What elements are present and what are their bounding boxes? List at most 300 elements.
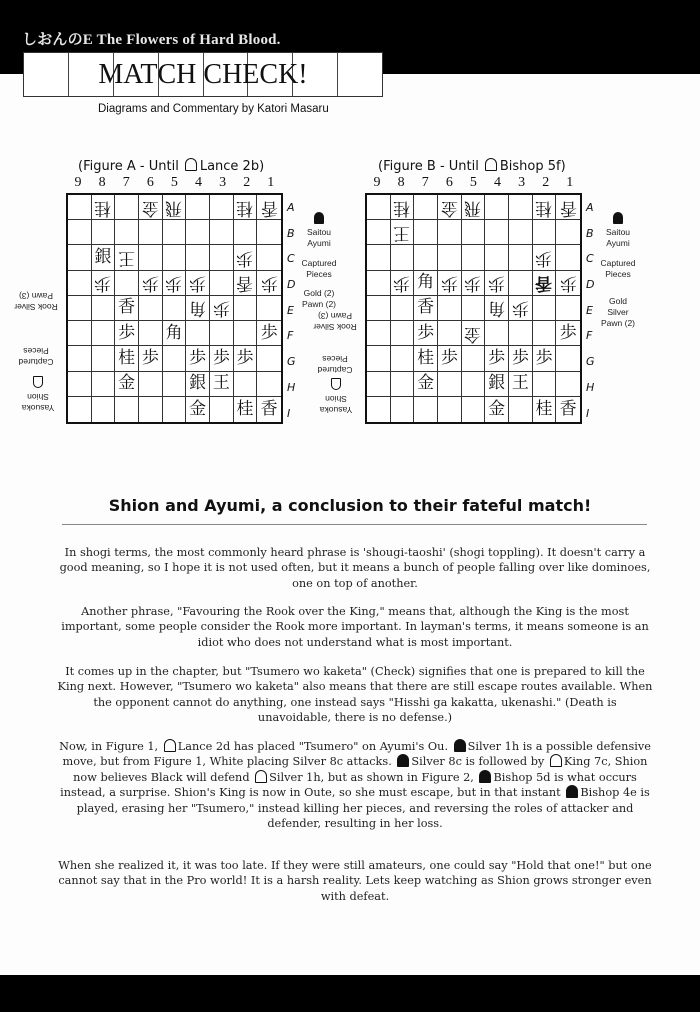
byline: Diagrams and Commentary by Katori Masaru xyxy=(98,103,329,115)
board-square-7i xyxy=(115,397,139,422)
gote-piece: 金 xyxy=(141,197,159,218)
article-headline: Shion and Ayumi, a conclusion to their fateful match! xyxy=(108,496,592,515)
board-square-9f xyxy=(367,321,391,346)
white-piece-icon xyxy=(550,754,562,767)
figure-a-bottom-captured: Rook Silver Pawn (3) xyxy=(14,291,58,312)
gote-piece: 桂 xyxy=(94,197,112,218)
sente-piece: 歩 xyxy=(559,322,577,343)
rank-label: B xyxy=(287,226,295,240)
figure-b-file-labels xyxy=(365,175,582,191)
sente-piece: 金 xyxy=(417,373,435,394)
board-square-8g xyxy=(92,346,116,371)
figure-b-bottom-captured: Rook Silver Pawn (3) xyxy=(313,311,357,332)
board-square-1g xyxy=(257,346,281,371)
board-square-8i xyxy=(391,397,415,422)
black-piece-icon xyxy=(566,785,578,798)
sente-piece: 王 xyxy=(511,373,529,394)
board-square-2e xyxy=(234,296,258,321)
board-square-5h xyxy=(163,372,187,397)
gote-piece: 角 xyxy=(189,298,207,319)
board-square-9e xyxy=(367,296,391,321)
board-square-9g xyxy=(367,346,391,371)
rank-label: A xyxy=(586,201,594,214)
sente-piece: 銀 xyxy=(189,373,207,394)
rank-label: E xyxy=(586,303,593,317)
rank-label: E xyxy=(287,303,294,317)
board-square-4e xyxy=(186,296,210,321)
board-square-5b xyxy=(462,220,486,245)
gote-piece: 王 xyxy=(393,222,411,243)
sente-piece: 歩 xyxy=(118,322,136,343)
board-square-4g xyxy=(186,346,210,371)
board-square-5h xyxy=(462,372,486,397)
board-square-1b xyxy=(556,220,580,245)
board-square-6d xyxy=(139,271,163,296)
board-square-2g xyxy=(533,346,557,371)
board-square-6d xyxy=(438,271,462,296)
figure-a-board xyxy=(66,193,283,424)
board-square-5f xyxy=(163,321,187,346)
sente-piece: 香 xyxy=(118,297,136,318)
black-piece-icon xyxy=(479,770,491,783)
board-square-6i xyxy=(438,397,462,422)
sente-piece: 歩 xyxy=(260,322,278,343)
board-square-2a xyxy=(234,195,258,220)
board-square-1a xyxy=(257,195,281,220)
board-square-1a xyxy=(556,195,580,220)
board-square-9c xyxy=(68,245,92,270)
board-square-6b xyxy=(139,220,163,245)
board-square-8c xyxy=(92,245,116,270)
rank-label: G xyxy=(287,355,296,369)
board-square-2h xyxy=(533,372,557,397)
black-piece-icon xyxy=(397,754,409,767)
figure-a-bottom-player: Yasuoka Shion xyxy=(18,376,58,413)
board-square-8e xyxy=(92,296,116,321)
board-square-4i xyxy=(485,397,509,422)
rank-label: D xyxy=(287,278,296,292)
board-square-1h xyxy=(556,372,580,397)
board-square-8d xyxy=(391,271,415,296)
gote-piece: 飛 xyxy=(165,197,183,218)
board-square-6h xyxy=(139,372,163,397)
board-square-9g xyxy=(68,346,92,371)
board-square-4b xyxy=(485,220,509,245)
rank-label: A xyxy=(287,201,295,214)
board-square-6g xyxy=(438,346,462,371)
board-square-8h xyxy=(391,372,415,397)
figure-b-top-captured-label: Captured Pieces xyxy=(600,258,636,279)
sente-piece: 角 xyxy=(165,322,183,343)
gote-piece: 飛 xyxy=(464,197,482,218)
paragraph-5: When she realized it, it was too late. If they were still amateurs, one could say "Hold that one!" but one cannot say that in the Pro world! It is a harsh reality. Lets keep watching as Shion grows stronger even with defeat. xyxy=(58,859,652,903)
divider xyxy=(62,524,647,525)
board-square-7g xyxy=(115,346,139,371)
board-square-9c xyxy=(367,245,391,270)
gote-piece: 歩 xyxy=(165,273,183,294)
board-square-9b xyxy=(68,220,92,245)
board-square-3f xyxy=(210,321,234,346)
board-square-3a xyxy=(509,195,533,220)
file-label: 2 xyxy=(243,175,251,190)
board-square-7c xyxy=(414,245,438,270)
board-square-5a xyxy=(462,195,486,220)
white-piece-icon xyxy=(485,158,497,171)
board-square-7h xyxy=(414,372,438,397)
board-square-1f xyxy=(556,321,580,346)
gote-piece: 歩 xyxy=(212,298,230,319)
white-piece-icon xyxy=(331,378,341,390)
gote-piece: 歩 xyxy=(559,273,577,294)
rank-label: C xyxy=(586,252,594,266)
file-label: 4 xyxy=(195,175,203,190)
white-piece-icon xyxy=(185,158,197,171)
sente-piece: 金 xyxy=(189,398,207,419)
rank-label: C xyxy=(287,252,295,266)
board-square-5f xyxy=(462,321,486,346)
board-square-7b xyxy=(414,220,438,245)
gote-piece: 香 xyxy=(236,273,254,294)
board-square-4d xyxy=(186,271,210,296)
rank-label: F xyxy=(586,329,593,343)
board-square-9e xyxy=(68,296,92,321)
board-square-9h xyxy=(367,372,391,397)
gote-piece: 角 xyxy=(488,298,506,319)
board-square-8f xyxy=(92,321,116,346)
white-piece-icon xyxy=(164,739,176,752)
board-square-5g xyxy=(163,346,187,371)
file-label: 9 xyxy=(373,175,381,190)
board-square-6a xyxy=(438,195,462,220)
gote-piece: 歩 xyxy=(464,273,482,294)
sente-piece: 銀 xyxy=(488,373,506,394)
board-square-8a xyxy=(391,195,415,220)
board-square-7i xyxy=(414,397,438,422)
board-square-7e xyxy=(115,296,139,321)
board-square-9i xyxy=(68,397,92,422)
sente-piece: 桂 xyxy=(236,398,254,419)
board-square-6h xyxy=(438,372,462,397)
figure-b-rank-labels xyxy=(586,195,595,426)
sente-piece: 歩 xyxy=(511,347,529,368)
board-square-4a xyxy=(186,195,210,220)
board-square-7d xyxy=(414,271,438,296)
board-square-4c xyxy=(186,245,210,270)
gote-piece: 歩 xyxy=(236,248,254,269)
board-square-2h xyxy=(234,372,258,397)
board-square-5e xyxy=(163,296,187,321)
file-label: 1 xyxy=(267,175,275,190)
figure-b-board xyxy=(365,193,582,424)
board-square-1e xyxy=(257,296,281,321)
board-square-4h xyxy=(186,372,210,397)
board-square-8a xyxy=(92,195,116,220)
board-square-6c xyxy=(139,245,163,270)
gote-piece: 歩 xyxy=(511,298,529,319)
board-square-5a xyxy=(163,195,187,220)
file-label: 5 xyxy=(170,175,178,190)
figure-a-top-captured-label: Captured Pieces xyxy=(301,258,337,279)
sente-piece: 王 xyxy=(212,373,230,394)
board-square-7d xyxy=(115,271,139,296)
board-square-9b xyxy=(367,220,391,245)
board-square-7b xyxy=(115,220,139,245)
gote-piece: 香 xyxy=(535,273,553,294)
file-label: 8 xyxy=(397,175,405,190)
page-title: MATCH CHECK! xyxy=(98,59,308,90)
sente-piece: 歩 xyxy=(236,347,254,368)
figure-a-top-player: Saitou Ayumi xyxy=(297,212,341,249)
gote-piece: 香 xyxy=(260,197,278,218)
figure-a-top-captured: Gold (2) Pawn (2) xyxy=(301,288,336,309)
board-square-3g xyxy=(210,346,234,371)
board-square-1h xyxy=(257,372,281,397)
file-label: 3 xyxy=(518,175,526,190)
board-square-5d xyxy=(163,271,187,296)
board-square-6i xyxy=(139,397,163,422)
gote-piece: 桂 xyxy=(236,197,254,218)
board-square-3d xyxy=(210,271,234,296)
file-label: 3 xyxy=(219,175,227,190)
figure-b-caption: (Figure B - Until Bishop 5f) xyxy=(378,159,566,174)
board-square-6b xyxy=(438,220,462,245)
board-square-2g xyxy=(234,346,258,371)
board-square-5c xyxy=(163,245,187,270)
gote-piece: 王 xyxy=(118,248,136,269)
paragraph-1: In shogi terms, the most commonly heard phrase is 'shougi-taoshi' (shogi toppling). It doesn't carry a good meaning, so I hope it is not used often, but it means a bunch of people falling over like dominoes, one on top of another. xyxy=(59,546,651,590)
sente-piece: 歩 xyxy=(212,347,230,368)
gote-piece: 香 xyxy=(559,197,577,218)
black-piece-icon xyxy=(314,212,324,224)
gote-piece: 金 xyxy=(440,197,458,218)
sente-piece: 銀 xyxy=(94,247,112,268)
board-square-2i xyxy=(533,397,557,422)
board-square-8d xyxy=(92,271,116,296)
board-square-8i xyxy=(92,397,116,422)
board-square-9d xyxy=(68,271,92,296)
sente-piece: 歩 xyxy=(440,347,458,368)
white-piece-icon xyxy=(255,770,267,783)
board-square-8e xyxy=(391,296,415,321)
sente-piece: 桂 xyxy=(417,347,435,368)
board-square-1i xyxy=(257,397,281,422)
board-square-6f xyxy=(139,321,163,346)
board-square-3b xyxy=(210,220,234,245)
board-square-7f xyxy=(414,321,438,346)
board-square-5g xyxy=(462,346,486,371)
rank-label: H xyxy=(287,380,296,394)
board-square-3f xyxy=(509,321,533,346)
board-square-7a xyxy=(414,195,438,220)
sente-piece: 歩 xyxy=(417,322,435,343)
white-piece-icon xyxy=(33,376,43,388)
rank-label: H xyxy=(586,380,595,394)
sente-piece: 香 xyxy=(559,398,577,419)
board-square-5b xyxy=(163,220,187,245)
board-square-4h xyxy=(485,372,509,397)
board-square-5d xyxy=(462,271,486,296)
series-title: しおんのE The Flowers of Hard Blood. xyxy=(22,32,281,48)
sente-piece: 歩 xyxy=(189,347,207,368)
sente-piece: 桂 xyxy=(535,398,553,419)
paragraph-4: Now, in Figure 1, Lance 2d has placed "Tsumero" on Ayumi's Ou. Silver 1h is a possible defensive move, but from Figure 1, White placing Silver 8c attacks. Silver 8c is followed by King 7c, Shion now believes Black will defend Silver 1h, but as shown in Figure 2, Bishop 5d is what occurs instead, a surprise. Shion's King is now in Oute, so she must escape, but in that instant Bishop 4e is played, erasing her "Tsumero," instead killing her pieces, and reversing the roles of attacker and defender, resulting in her loss. xyxy=(59,740,651,831)
board-square-1d xyxy=(556,271,580,296)
board-square-1c xyxy=(556,245,580,270)
board-square-1e xyxy=(556,296,580,321)
board-square-2d xyxy=(234,271,258,296)
board-square-1d xyxy=(257,271,281,296)
black-piece-icon xyxy=(454,739,466,752)
gote-piece: 歩 xyxy=(141,273,159,294)
gote-piece: 歩 xyxy=(440,273,458,294)
file-label: 9 xyxy=(74,175,82,190)
rank-label: I xyxy=(287,406,291,420)
board-square-9a xyxy=(367,195,391,220)
board-square-1c xyxy=(257,245,281,270)
sente-piece: 歩 xyxy=(535,347,553,368)
board-square-3h xyxy=(509,372,533,397)
figure-b-bottom-player: Yasuoka Shion xyxy=(316,378,356,415)
board-square-7h xyxy=(115,372,139,397)
board-square-2c xyxy=(234,245,258,270)
board-square-6g xyxy=(139,346,163,371)
figure-b-top-player: Saitou Ayumi xyxy=(596,212,640,249)
board-square-2a xyxy=(533,195,557,220)
bottom-banner xyxy=(0,975,700,1012)
board-square-7e xyxy=(414,296,438,321)
sente-piece: 桂 xyxy=(118,347,136,368)
sente-piece: 金 xyxy=(118,373,136,394)
file-label: 8 xyxy=(98,175,106,190)
rank-label: B xyxy=(586,226,594,240)
file-label: 7 xyxy=(421,175,429,190)
board-square-3c xyxy=(509,245,533,270)
board-square-4f xyxy=(186,321,210,346)
rank-label: G xyxy=(586,355,595,369)
board-square-8c xyxy=(391,245,415,270)
rank-label: F xyxy=(287,329,294,343)
figure-a-rank-labels xyxy=(287,195,296,426)
board-square-9i xyxy=(367,397,391,422)
gote-piece: 桂 xyxy=(393,197,411,218)
sente-piece: 角 xyxy=(417,272,435,293)
file-label: 4 xyxy=(494,175,502,190)
gote-piece: 歩 xyxy=(488,273,506,294)
board-square-2e xyxy=(533,296,557,321)
board-square-4f xyxy=(485,321,509,346)
board-square-4d xyxy=(485,271,509,296)
board-square-2i xyxy=(234,397,258,422)
board-square-9a xyxy=(68,195,92,220)
paragraph-3: It comes up in the chapter, but "Tsumero wo kaketa" (Check) signifies that one is prepared to kill the King next. However, "Tsumero wo kaketa" also means that there are still escape routes available. When the opponent cannot do anything, one instead says "Hisshi ga kakatta, ukenashi." (Death is unavoidable, there is no defense.) xyxy=(57,665,653,725)
board-square-3g xyxy=(509,346,533,371)
board-square-7c xyxy=(115,245,139,270)
board-square-3c xyxy=(210,245,234,270)
board-square-4c xyxy=(485,245,509,270)
board-square-2c xyxy=(533,245,557,270)
board-square-6e xyxy=(438,296,462,321)
board-square-4i xyxy=(186,397,210,422)
file-label: 1 xyxy=(566,175,574,190)
gote-piece: 歩 xyxy=(393,273,411,294)
board-square-8g xyxy=(391,346,415,371)
board-square-3b xyxy=(509,220,533,245)
figure-b-top-captured: Gold Silver Pawn (2) xyxy=(600,296,635,328)
board-square-4b xyxy=(186,220,210,245)
gote-piece: 歩 xyxy=(189,273,207,294)
file-label: 5 xyxy=(469,175,477,190)
board-square-1g xyxy=(556,346,580,371)
board-square-1i xyxy=(556,397,580,422)
figure-a-caption: (Figure A - Until Lance 2b) xyxy=(78,159,265,174)
gote-piece: 桂 xyxy=(535,197,553,218)
paragraph-2: Another phrase, "Favouring the Rook over the King," means that, although the King is the most important, some people consider the Rook more important. In layman's terms, it means someone is an idiot who does not understand what is most important. xyxy=(61,605,649,649)
sente-piece: 香 xyxy=(417,297,435,318)
board-square-8f xyxy=(391,321,415,346)
board-square-5c xyxy=(462,245,486,270)
board-square-3d xyxy=(509,271,533,296)
board-square-8b xyxy=(92,220,116,245)
rank-label: I xyxy=(586,406,590,420)
board-square-1f xyxy=(257,321,281,346)
board-square-4e xyxy=(485,296,509,321)
board-square-7a xyxy=(115,195,139,220)
board-square-6f xyxy=(438,321,462,346)
board-square-6e xyxy=(139,296,163,321)
board-square-8b xyxy=(391,220,415,245)
sente-piece: 金 xyxy=(488,398,506,419)
rank-label: D xyxy=(586,278,595,292)
board-square-2f xyxy=(234,321,258,346)
board-square-5e xyxy=(462,296,486,321)
figure-b-bottom-captured-label: Captured Pieces xyxy=(317,354,353,375)
board-square-2f xyxy=(533,321,557,346)
file-label: 7 xyxy=(122,175,130,190)
board-square-9h xyxy=(68,372,92,397)
sente-piece: 香 xyxy=(260,398,278,419)
board-square-2b xyxy=(533,220,557,245)
board-square-4a xyxy=(485,195,509,220)
board-square-2b xyxy=(234,220,258,245)
board-square-3e xyxy=(509,296,533,321)
gote-piece: 金 xyxy=(464,323,482,344)
board-square-3e xyxy=(210,296,234,321)
file-label: 6 xyxy=(146,175,154,190)
board-square-8h xyxy=(92,372,116,397)
gote-piece: 歩 xyxy=(260,273,278,294)
gote-piece: 歩 xyxy=(535,248,553,269)
board-square-4g xyxy=(485,346,509,371)
gote-piece: 歩 xyxy=(94,273,112,294)
board-square-3h xyxy=(210,372,234,397)
board-square-1b xyxy=(257,220,281,245)
board-square-2d xyxy=(533,271,557,296)
sente-piece: 歩 xyxy=(488,347,506,368)
board-square-7f xyxy=(115,321,139,346)
board-square-5i xyxy=(462,397,486,422)
board-square-7g xyxy=(414,346,438,371)
file-label: 6 xyxy=(445,175,453,190)
board-square-9f xyxy=(68,321,92,346)
figure-a-bottom-captured-label: Captured Pieces xyxy=(18,346,54,367)
board-square-3i xyxy=(210,397,234,422)
figure-a-file-labels xyxy=(66,175,283,191)
board-square-3a xyxy=(210,195,234,220)
board-square-6c xyxy=(438,245,462,270)
board-square-9d xyxy=(367,271,391,296)
black-piece-icon xyxy=(613,212,623,224)
board-square-6a xyxy=(139,195,163,220)
